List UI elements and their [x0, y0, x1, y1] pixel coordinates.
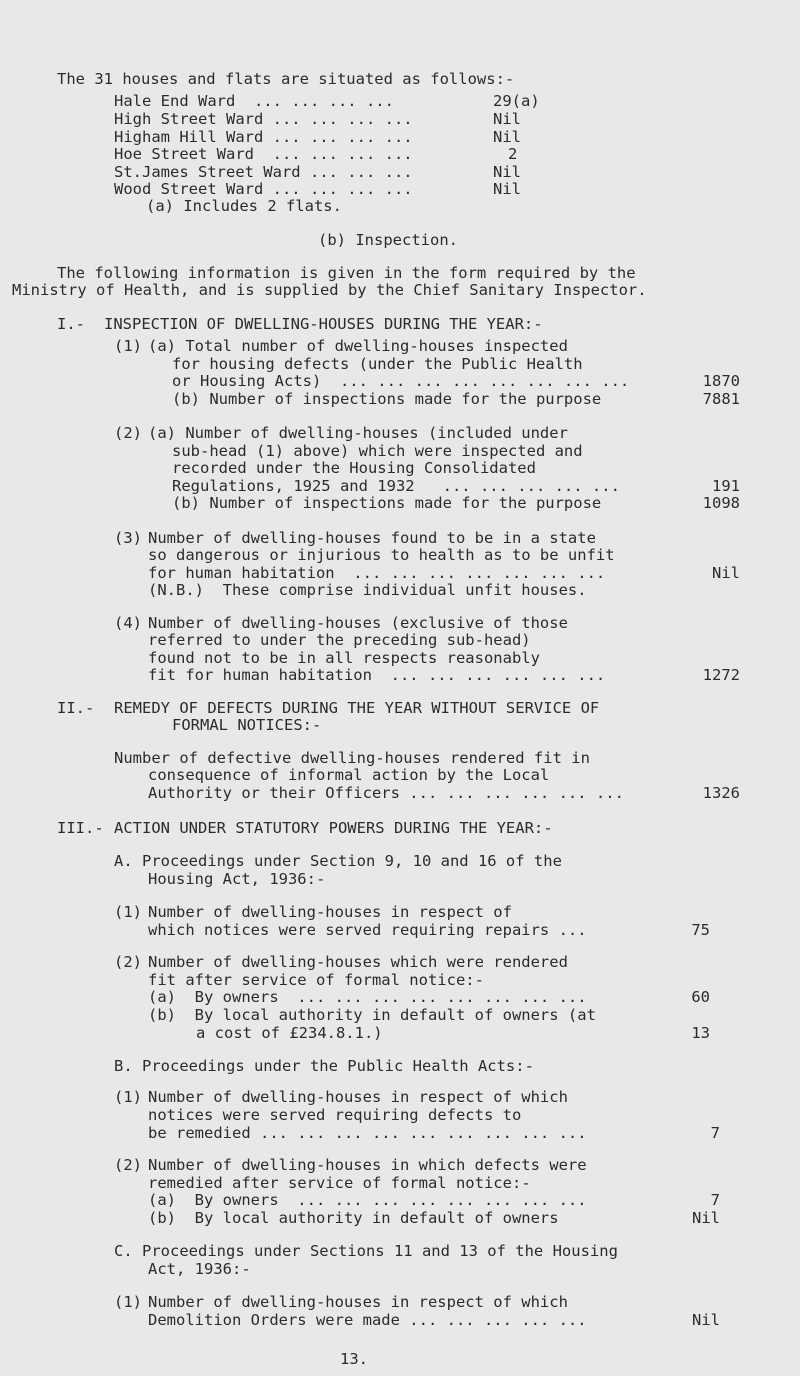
item-value: 7 [710, 1124, 720, 1142]
ward-value: Nil [493, 180, 521, 198]
item-value: 1272 [702, 666, 740, 684]
item-value: 191 [712, 477, 740, 495]
item-value: 1098 [702, 494, 740, 512]
item-number: (4) [114, 614, 142, 632]
subheading: (b) Inspection. [318, 231, 458, 249]
subsection-heading: B. Proceedings under the Public Health Acts:- [114, 1057, 534, 1075]
subsection-heading: Act, 1936:- [148, 1260, 251, 1278]
item-text: (b) By local authority in default of owners (at [148, 1006, 596, 1024]
ward-label: St.James Street Ward ... ... ... [114, 163, 413, 181]
item-text: found not to be in all respects reasonably [148, 649, 540, 667]
item-text: or Housing Acts) ... ... ... ... ... ... ... ... [172, 372, 630, 390]
item-text: be remedied ... ... ... ... ... ... ... ... ... [148, 1124, 587, 1142]
item-text: Number of dwelling-houses in respect of which [148, 1088, 568, 1106]
item-text: Number of dwelling-houses in respect of which [148, 1293, 568, 1311]
ward-label: Wood Street Ward ... ... ... ... [114, 180, 413, 198]
paragraph-line: The following information is given in the form required by the [57, 264, 636, 282]
ward-value: Nil [493, 110, 521, 128]
item-text: so dangerous or injurious to health as to be unfit [148, 546, 615, 564]
ward-value: Nil [493, 128, 521, 146]
ward-label: Hoe Street Ward ... ... ... ... [114, 145, 413, 163]
item-text: Number of dwelling-houses found to be in a state [148, 529, 596, 547]
item-text: notices were served requiring defects to [148, 1106, 522, 1124]
item-text: (b) Number of inspections made for the purpose [172, 494, 602, 512]
item-text: (a) By owners ... ... ... ... ... ... ... ... [148, 988, 587, 1006]
item-value: 1326 [702, 784, 740, 802]
item-text: (b) Number of inspections made for the purpose [172, 390, 602, 408]
item-text: Number of dwelling-houses in which defects were [148, 1156, 587, 1174]
item-text: Number of defective dwelling-houses rendered fit in [114, 749, 590, 767]
item-text: (a) By owners ... ... ... ... ... ... ... ... [148, 1191, 587, 1209]
item-number: (1) [114, 903, 142, 921]
ward-label: Hale End Ward ... ... ... ... [114, 92, 394, 110]
item-value: Nil [692, 1311, 720, 1329]
item-text: recorded under the Housing Consolidated [172, 459, 536, 477]
item-text: Authority or their Officers ... ... ... ... ... ... [148, 784, 624, 802]
item-text: which notices were served requiring repairs ... [148, 921, 587, 939]
item-text: (a) Number of dwelling-houses (included under [148, 424, 568, 442]
item-value: 7 [710, 1191, 720, 1209]
item-value: Nil [712, 564, 740, 582]
item-number: (2) [114, 424, 142, 442]
item-text: a cost of £234.8.1.) [196, 1024, 383, 1042]
section-number: II.- [57, 699, 95, 717]
item-text: (a) Total number of dwelling-houses inspected [148, 337, 568, 355]
ward-label: Higham Hill Ward ... ... ... ... [114, 128, 413, 146]
item-number: (2) [114, 953, 142, 971]
ward-value: 2 [508, 145, 518, 163]
item-value: Nil [692, 1209, 720, 1227]
ward-footnote: (a) Includes 2 flats. [146, 197, 342, 215]
subsection-heading: Housing Act, 1936:- [148, 870, 326, 888]
item-text: Regulations, 1925 and 1932 ... ... ... ... ... [172, 477, 620, 495]
subsection-heading: A. Proceedings under Section 9, 10 and 16 of the [114, 852, 562, 870]
section-number: III.- [57, 819, 104, 837]
item-text: Number of dwelling-houses which were rendered [148, 953, 568, 971]
section-title: FORMAL NOTICES:- [172, 716, 322, 734]
subsection-heading: C. Proceedings under Sections 11 and 13 of the Housing [114, 1242, 618, 1260]
item-text: fit for human habitation ... ... ... ... ... ... [148, 666, 606, 684]
item-text: Demolition Orders were made ... ... ... ... ... [148, 1311, 587, 1329]
ward-value: 29(a) [493, 92, 540, 110]
intro-text: The 31 houses and flats are situated as follows:- [57, 70, 515, 88]
item-value: 1870 [702, 372, 740, 390]
item-text: Number of dwelling-houses in respect of [148, 903, 512, 921]
item-text: remedied after service of formal notice:- [148, 1174, 531, 1192]
item-text: sub-head (1) above) which were inspected and [172, 442, 583, 460]
item-number: (1) [114, 1088, 142, 1106]
item-text: consequence of informal action by the Local [148, 766, 550, 784]
item-number: (1) [114, 337, 142, 355]
item-value: 13 [691, 1024, 710, 1042]
item-number: (3) [114, 529, 142, 547]
item-text: (b) By local authority in default of owners [148, 1209, 559, 1227]
page-number: 13. [340, 1350, 368, 1368]
section-title: REMEDY OF DEFECTS DURING THE YEAR WITHOUT SERVICE OF [114, 699, 600, 717]
section-title: ACTION UNDER STATUTORY POWERS DURING THE YEAR:- [114, 819, 553, 837]
item-text: for human habitation ... ... ... ... ... ... ... [148, 564, 606, 582]
item-value: 60 [691, 988, 710, 1006]
item-number: (2) [114, 1156, 142, 1174]
item-value: 7881 [702, 390, 740, 408]
item-text: referred to under the preceding sub-head) [148, 631, 531, 649]
item-number: (1) [114, 1293, 142, 1311]
item-value: 75 [691, 921, 710, 939]
section-number: I.- [57, 315, 85, 333]
item-text: fit after service of formal notice:- [148, 971, 484, 989]
item-text: for housing defects (under the Public Health [172, 355, 583, 373]
paragraph-line: Ministry of Health, and is supplied by the Chief Sanitary Inspector. [12, 281, 647, 299]
section-title: INSPECTION OF DWELLING-HOUSES DURING THE YEAR:- [104, 315, 543, 333]
ward-value: Nil [493, 163, 521, 181]
item-text: Number of dwelling-houses (exclusive of those [148, 614, 568, 632]
ward-label: High Street Ward ... ... ... ... [114, 110, 413, 128]
item-note: (N.B.) These comprise individual unfit houses. [148, 581, 587, 599]
